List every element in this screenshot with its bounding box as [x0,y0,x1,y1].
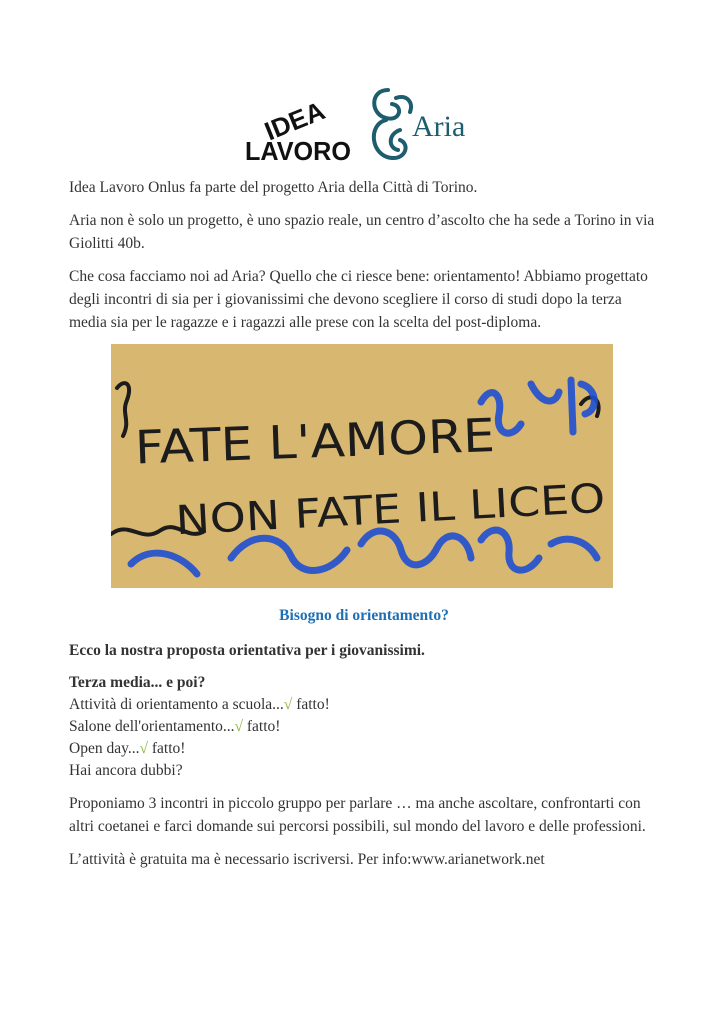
checklist-item-text: Attività di orientamento a scuola... [69,696,284,713]
idea-lavoro-logo [244,94,354,164]
checklist-item-suffix: fatto! [292,696,330,713]
paragraph-footer-info: L’attività è gratuita ma è necessario iscriversi. Per info:www.arianetwork.net [69,851,545,868]
lavoro-logo-text: LAVORO [245,136,351,164]
aria-logo [366,84,480,168]
checklist-item-suffix: fatto! [243,718,281,735]
paragraph-what-we-do: Che cosa facciamo noi ad Aria? Quello che ci riesce bene: orientamento! Abbiamo progettato degli incontri di sia per i giovanissimi che devono scegliere il corso di studi dopo la terza media sia per le ragazze e i ragazzi alle prese con la scelta del post-diploma. [69,268,648,331]
section-heading: Bisogno di orientamento? [279,607,449,624]
paragraph-proposal: Proponiamo 3 incontri in piccolo gruppo per parlare … ma anche ascoltare, confrontarti con altri coetanei e farci domande sui percorsi possibili, sul mondo del lavoro e delle professioni. [69,795,646,835]
document-body [69,176,659,881]
checklist-title: Terza media... e poi? [69,674,206,691]
checkmark-icon: √ [283,696,293,713]
graffiti-photo [111,344,613,588]
aria-swirl-mark [374,90,411,158]
graffiti-line-1: FATE L'AMORE [134,409,465,475]
aria-logo-text: Aria [412,110,466,143]
checkmark-icon: √ [139,740,148,757]
checklist-item-text: Salone dell'orientamento... [69,718,235,735]
graffiti-line-2: NON FATE IL LICEO [174,478,552,545]
checklist-question: Hai ancora dubbi? [69,762,183,779]
checkmark-icon: √ [234,718,244,735]
checklist-item [69,716,659,738]
checklist-item [69,694,659,716]
paragraph-aria-location: Aria non è solo un progetto, è uno spazio reale, un centro d’ascolto che ha sede a Torino in via Giolitti 40b. [69,212,655,252]
checklist-block [69,672,659,782]
idea-logo-text: IDEA [260,95,330,147]
checklist-item-suffix: fatto! [147,740,186,757]
logo-header [0,84,725,168]
paragraph-intro: Idea Lavoro Onlus fa parte del progetto Aria della Città di Torino. [69,179,478,196]
checklist-item-text: Open day... [69,740,140,757]
checklist-item [69,738,659,760]
section-intro: Ecco la nostra proposta orientativa per i giovanissimi. [69,642,425,659]
